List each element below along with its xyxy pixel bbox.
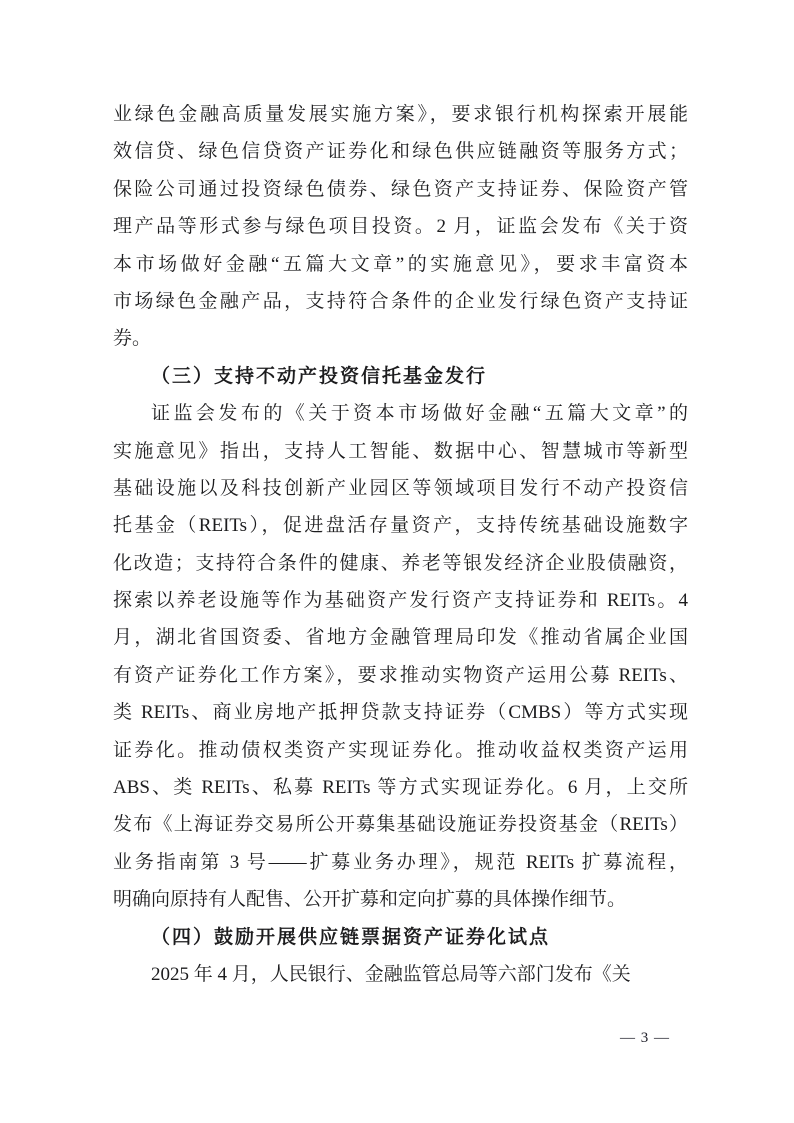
body-text-line: 市场绿色金融产品，支持符合条件的企业发行绿色资产支持证 (113, 290, 688, 312)
body-text-line: 基础设施以及科技创新产业园区等领域项目发行不动产投资信 (113, 477, 688, 499)
body-text-line: 效信贷、绿色信贷资产证券化和绿色供应链融资等服务方式； (113, 141, 688, 163)
body-text-line: ABS、类 REITs、私募 REITs 等方式实现证券化。6 月，上交所 (113, 777, 688, 799)
body-text-line: 托基金（REITs），促进盘活存量资产，支持传统基础设施数字 (113, 515, 688, 537)
body-text-line: 有资产证券化工作方案》，要求推动实物资产运用公募 REITs、 (113, 664, 688, 686)
body-text-line: 理产品等形式参与绿色项目投资。2 月，证监会发布《关于资 (113, 216, 688, 238)
body-text-line: 券。 (113, 328, 152, 350)
document-text-block (113, 96, 688, 993)
body-text-line: 发布《上海证券交易所公开募集基础设施证券投资基金（REITs） (113, 814, 688, 836)
section-heading-3: （三）支持不动产投资信托基金发行 (151, 365, 488, 387)
body-text-line: 业务指南第 3 号——扩募业务办理》，规范 REITs 扩募流程， (113, 851, 688, 873)
body-text-line: 月，湖北省国资委、省地方金融管理局印发《推动省属企业国 (113, 627, 688, 649)
body-text-line: 证券化。推动债权类资产实现证券化。推动收益权类资产运用 (113, 739, 688, 761)
body-text-line: 探索以养老设施等作为基础资产发行资产支持证券和 REITs。4 (113, 590, 688, 612)
body-text-line: 类 REITs、商业房地产抵押贷款支持证券（CMBS）等方式实现 (113, 702, 688, 724)
body-text-line: 实施意见》指出，支持人工智能、数据中心、智慧城市等新型 (113, 440, 688, 462)
body-text-line: 保险公司通过投资绿色债券、绿色资产支持证券、保险资产管 (113, 178, 688, 200)
body-text-line: 证监会发布的《关于资本市场做好金融“五篇大文章”的 (151, 403, 688, 425)
page-number: — 3 — (620, 1030, 670, 1046)
section-heading-4: （四）鼓励开展供应链票据资产证券化试点 (151, 926, 551, 948)
body-text-line: 明确向原持有人配售、公开扩募和定向扩募的具体操作细节。 (113, 889, 627, 911)
body-text-line: 本市场做好金融“五篇大文章”的实施意见》，要求丰富资本 (113, 253, 688, 275)
body-text-line: 2025 年 4 月，人民银行、金融监管总局等六部门发布《关 (151, 963, 631, 985)
body-text-line: 化改造；支持符合条件的健康、养老等银发经济企业股债融资， (113, 552, 688, 574)
body-text-line: 业绿色金融高质量发展实施方案》，要求银行机构探索开展能 (113, 104, 688, 125)
